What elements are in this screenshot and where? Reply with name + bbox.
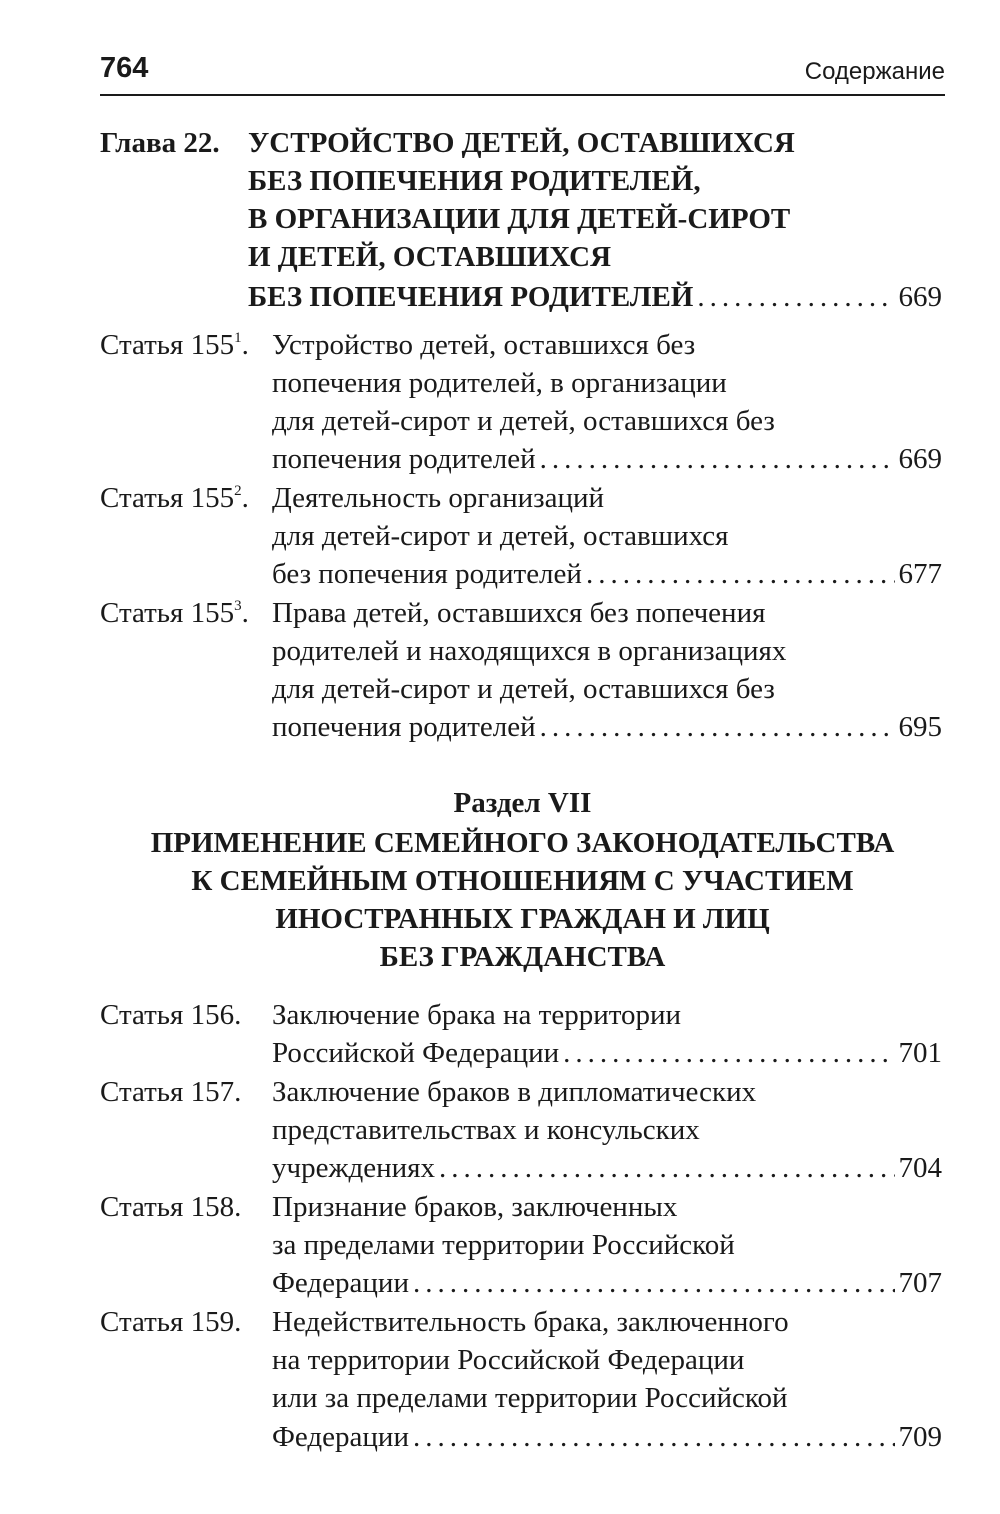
article-page: 701 [898,1037,942,1069]
article-title-line: Федерации [272,1421,409,1453]
section-title-line: ИНОСТРАННЫХ ГРАЖДАН И ЛИЦ [275,903,770,935]
article-title-line: Права детей, оставшихся без попечения [272,597,766,629]
dot-leader [413,1266,895,1300]
article-title-line: Заключение брака на территории [272,999,682,1031]
article-label: Статья 156. [100,999,242,1031]
dot-leader [563,1036,894,1070]
running-head [100,52,945,96]
article-title-line: Устройство детей, оставшихся без [272,329,696,361]
article-title-line: без попечения родителей [272,558,582,590]
article-title-line: Недействительность брака, заключенного [272,1306,789,1338]
article-entry-leader [272,1420,942,1454]
article-title-line: попечения родителей [272,443,536,475]
article-number: Статья 155 [100,329,235,361]
article-title-line: для детей-сирот и детей, оставшихся без [272,405,775,437]
article-label: Статья 157. [100,1076,242,1108]
running-head-title: Содержание [804,58,945,85]
chapter-title-line: И ДЕТЕЙ, ОСТАВШИХСЯ [248,241,612,273]
article-title-line: для детей-сирот и детей, оставшихся [272,520,729,552]
article-title-line: представительствах и консульских [272,1114,700,1146]
article-title-line: учреждениях [272,1152,435,1184]
article-label: Статья $155^1$. [100,329,249,361]
page-number: 764 [100,52,149,84]
article-title-line: для детей-сирот и детей, оставшихся без [272,673,775,705]
article-number: Статья 155 [100,597,235,629]
article-page: 704 [898,1152,942,1184]
dot-leader [413,1420,895,1454]
dot-leader [697,280,894,314]
article-title-line: Признание браков, заключенных [272,1191,678,1223]
chapter-entry-leader [248,280,942,314]
chapter-title-line: БЕЗ ПОПЕЧЕНИЯ РОДИТЕЛЕЙ, [248,165,701,197]
section-label: Раздел VII [453,787,592,819]
section-title-line: БЕЗ ГРАЖДАНСТВА [379,941,666,973]
article-page: 669 [898,443,942,475]
section-title-line: К СЕМЕЙНЫМ ОТНОШЕНИЯМ С УЧАСТИЕМ [191,865,854,897]
article-title-line: Заключение браков в дипломатических [272,1076,757,1108]
dot-leader [586,557,895,591]
article-entry-leader [272,1036,942,1070]
article-title-line: за пределами территории Российской [272,1229,735,1261]
chapter-title-line: БЕЗ ПОПЕЧЕНИЯ РОДИТЕЛЕЙ [248,281,694,313]
dot-leader [439,1151,895,1185]
article-page: 707 [898,1267,942,1299]
article-title-line: родителей и находящихся в организациях [272,635,787,667]
article-page: 695 [898,711,942,743]
article-superscript: 2 [234,483,242,499]
article-entry-leader [272,442,942,476]
article-superscript: 3 [234,598,242,614]
article-title-line: попечения родителей [272,711,536,743]
article-title-line: Федерации [272,1267,409,1299]
article-title-line: на территории Российской Федерации [272,1344,745,1376]
article-label: Статья $155^3$. [100,597,249,629]
article-title-line: Деятельность организаций [272,482,605,514]
article-label: Статья $155^2$. [100,482,249,514]
article-entry-leader [272,1151,942,1185]
chapter-label: Глава 22. [100,127,220,159]
chapter-page: 669 [898,281,942,313]
chapter-title-line: УСТРОЙСТВО ДЕТЕЙ, ОСТАВШИХСЯ [248,127,795,159]
article-number: Статья 155 [100,482,235,514]
article-page: 677 [898,558,942,590]
dot-leader [540,442,895,476]
article-entry-leader [272,1266,942,1300]
article-superscript: 1 [234,330,242,346]
article-entry-leader [272,710,942,744]
section-title-line: ПРИМЕНЕНИЕ СЕМЕЙНОГО ЗАКОНОДАТЕЛЬСТВА [150,827,895,859]
chapter-title-line: В ОРГАНИЗАЦИИ ДЛЯ ДЕТЕЙ-СИРОТ [248,203,791,235]
article-title-line: Российской Федерации [272,1037,560,1069]
article-entry-leader [272,557,942,591]
article-page: 709 [898,1421,942,1453]
article-label: Статья 159. [100,1306,242,1338]
article-label: Статья 158. [100,1191,242,1223]
dot-leader [540,710,895,744]
article-title-line: или за пределами территории Российской [272,1382,788,1414]
article-title-line: попечения родителей, в организации [272,367,727,399]
